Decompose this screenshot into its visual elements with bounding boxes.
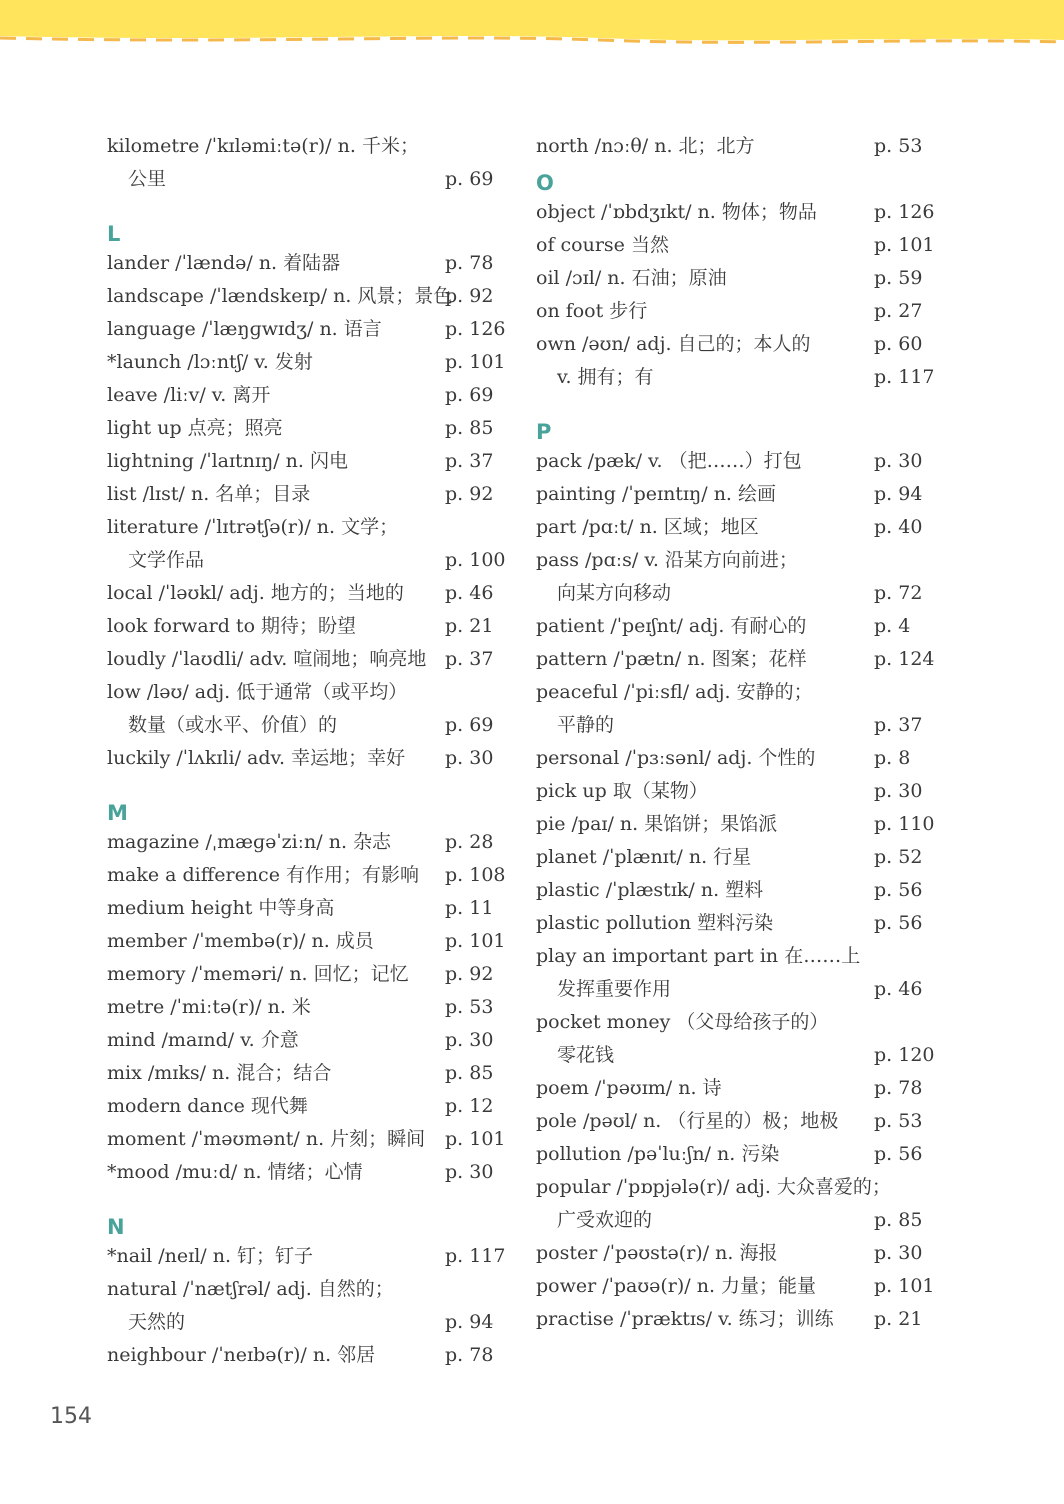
page-number: 154	[50, 1404, 92, 1429]
entry-line	[536, 940, 936, 973]
glossary-entry	[536, 262, 936, 295]
entry-text: patient /ˈpeɪʃnt/ adj. 有耐心的	[536, 615, 807, 637]
entry-text: kilometre /ˈkɪləmiːtə(r)/ n. 千米；	[107, 135, 419, 157]
section-letter: P	[536, 420, 552, 444]
glossary-entry	[536, 1171, 936, 1237]
entry-text: v. 拥有；有	[557, 366, 654, 388]
page-reference: p. 53	[445, 996, 494, 1018]
entry-line	[107, 478, 507, 511]
entry-line	[107, 280, 507, 313]
glossary-entry	[107, 577, 507, 610]
entry-text: north /nɔːθ/ n. 北；北方	[536, 135, 755, 157]
entry-text: pick up 取（某物）	[536, 780, 708, 802]
glossary-entry	[107, 892, 507, 925]
glossary-entry	[107, 445, 507, 478]
entry-line	[536, 742, 936, 775]
entry-line	[536, 511, 936, 544]
page-reference: p. 78	[874, 1077, 923, 1099]
entry-text: magazine /ˌmæɡəˈziːn/ n. 杂志	[107, 831, 392, 853]
page-reference: p. 46	[445, 582, 494, 604]
entry-text: light up 点亮；照亮	[107, 417, 283, 439]
entry-text: moment /ˈməʊmənt/ n. 片刻；瞬间	[107, 1128, 426, 1150]
page-reference: p. 30	[445, 1161, 494, 1183]
glossary-entry	[107, 346, 507, 379]
entry-text: leave /liːv/ v. 离开	[107, 384, 271, 406]
glossary-entry	[536, 295, 936, 328]
page-reference: p. 117	[445, 1245, 506, 1267]
entry-text: object /ˈɒbdʒɪkt/ n. 物体；物品	[536, 201, 817, 223]
entry-line	[536, 775, 936, 808]
entry-text: *mood /muːd/ n. 情绪；心情	[107, 1161, 363, 1183]
entry-text: plastic pollution 塑料污染	[536, 912, 774, 934]
page-reference: p. 100	[445, 549, 506, 571]
entry-text: loudly /ˈlaʊdli/ adv. 喧闹地；响亮地	[107, 648, 427, 670]
glossary-entry	[107, 379, 507, 412]
entry-line	[107, 313, 507, 346]
entry-line	[107, 742, 507, 775]
entry-line	[536, 544, 936, 577]
page-reference: p. 72	[874, 582, 923, 604]
glossary-entry	[107, 742, 507, 775]
page-reference: p. 101	[874, 234, 935, 256]
glossary-entry	[107, 859, 507, 892]
page-reference: p. 28	[445, 831, 494, 853]
glossary-entry	[536, 229, 936, 262]
entry-text: *nail /neɪl/ n. 钉；钉子	[107, 1245, 314, 1267]
entry-text: oil /ɔɪl/ n. 石油；原油	[536, 267, 727, 289]
entry-line	[107, 130, 507, 163]
entry-line	[536, 643, 936, 676]
entry-text: 数量（或水平、价值）的	[128, 714, 338, 736]
entry-text: look forward to 期待；盼望	[107, 615, 357, 637]
entry-continuation-line	[107, 544, 507, 577]
section-letter: N	[107, 1215, 125, 1239]
glossary-entry	[107, 1156, 507, 1189]
entry-line	[536, 907, 936, 940]
page-reference: p. 85	[445, 1062, 494, 1084]
entry-text: neighbour /ˈneɪbə(r)/ n. 邻居	[107, 1344, 376, 1366]
entry-text: list /lɪst/ n. 名单；目录	[107, 483, 311, 505]
page-reference: p. 85	[445, 417, 494, 439]
page-reference: p. 56	[874, 879, 923, 901]
page-reference: p. 94	[874, 483, 923, 505]
entry-text: literature /ˈlɪtrətʃə(r)/ n. 文学；	[107, 516, 399, 538]
entry-text: peaceful /ˈpiːsfl/ adj. 安静的；	[536, 681, 813, 703]
section-gap	[536, 394, 936, 412]
glossary-entry	[107, 925, 507, 958]
entry-text: modern dance 现代舞	[107, 1095, 308, 1117]
entry-line	[536, 841, 936, 874]
page-reference: p. 53	[874, 1110, 923, 1132]
page-reference: p. 69	[445, 714, 494, 736]
glossary-entry	[107, 991, 507, 1024]
entry-text: pack /pæk/ v. （把……）打包	[536, 450, 802, 472]
entry-line	[536, 445, 936, 478]
page-reference: p. 101	[445, 930, 506, 952]
page-reference: p. 69	[445, 168, 494, 190]
entry-line	[107, 1024, 507, 1057]
entry-text: play an important part in 在……上	[536, 945, 861, 967]
glossary-entry	[107, 958, 507, 991]
entry-text: landscape /ˈlændskeɪp/ n. 风景；景色	[107, 285, 453, 307]
entry-line	[107, 247, 507, 280]
entry-line	[107, 925, 507, 958]
section-letter: O	[536, 171, 554, 195]
entry-text: 广受欢迎的	[557, 1209, 653, 1231]
glossary-entry	[536, 196, 936, 229]
page-reference: p. 69	[445, 384, 494, 406]
entry-line	[107, 676, 507, 709]
section-gap	[107, 196, 507, 214]
entry-text: mix /mɪks/ n. 混合；结合	[107, 1062, 332, 1084]
section-letter: M	[107, 801, 128, 825]
section-letter: L	[107, 222, 121, 246]
glossary-entry	[536, 1072, 936, 1105]
page-reference: p. 30	[874, 450, 923, 472]
entry-text: luckily /ˈlʌkɪli/ adv. 幸运地；幸好	[107, 747, 406, 769]
section-gap	[107, 1189, 507, 1207]
glossary-entry	[107, 1090, 507, 1123]
glossary-entry	[107, 1240, 507, 1273]
entry-line	[107, 445, 507, 478]
glossary-entry	[107, 130, 507, 196]
entry-text: pocket money （父母给孩子的）	[536, 1011, 829, 1033]
entry-text: local /ˈləʊkl/ adj. 地方的；当地的	[107, 582, 404, 604]
glossary-entry	[536, 511, 936, 544]
glossary-entry	[107, 280, 507, 313]
page-reference: p. 30	[445, 1029, 494, 1051]
entry-text: poem /ˈpəʊɪm/ n. 诗	[536, 1077, 722, 1099]
glossary-entry	[536, 940, 936, 1006]
glossary-entry	[536, 130, 936, 163]
glossary-entry	[536, 775, 936, 808]
page-reference: p. 37	[445, 648, 494, 670]
entry-text: metre /ˈmiːtə(r)/ n. 米	[107, 996, 311, 1018]
entry-text: 天然的	[128, 1311, 186, 1333]
page-reference: p. 126	[445, 318, 506, 340]
glossary-entry	[107, 676, 507, 742]
entry-text: memory /ˈmeməri/ n. 回忆；记忆	[107, 963, 409, 985]
page-reference: p. 92	[445, 963, 494, 985]
right-column	[536, 130, 936, 1336]
entry-line	[107, 1339, 507, 1372]
entry-text: 零花钱	[557, 1044, 615, 1066]
page-reference: p. 21	[874, 1308, 923, 1330]
glossary-entry	[107, 1123, 507, 1156]
entry-continuation-line	[536, 1204, 936, 1237]
entry-line	[536, 610, 936, 643]
page-reference: p. 37	[874, 714, 923, 736]
entry-line	[536, 1006, 936, 1039]
entry-line	[107, 511, 507, 544]
page-reference: p. 8	[874, 747, 911, 769]
glossary-entry	[536, 643, 936, 676]
entry-continuation-line	[536, 361, 936, 394]
entry-line	[536, 196, 936, 229]
page-reference: p. 56	[874, 1143, 923, 1165]
page-reference: p. 53	[874, 135, 923, 157]
entry-line	[107, 991, 507, 1024]
entry-line	[107, 1240, 507, 1273]
top-decorative-band	[0, 0, 1064, 48]
glossary-entry	[107, 643, 507, 676]
entry-continuation-line	[107, 1306, 507, 1339]
entry-text: power /ˈpaʊə(r)/ n. 力量；能量	[536, 1275, 817, 1297]
glossary-entry	[107, 1057, 507, 1090]
entry-text: poster /ˈpəʊstə(r)/ n. 海报	[536, 1242, 778, 1264]
page-reference: p. 30	[445, 747, 494, 769]
entry-text: 发挥重要作用	[557, 978, 672, 1000]
page-reference: p. 117	[874, 366, 935, 388]
glossary-entry	[107, 1024, 507, 1057]
page-reference: p. 52	[874, 846, 923, 868]
entry-text: lander /ˈlændə/ n. 着陆器	[107, 252, 341, 274]
entry-line	[107, 1156, 507, 1189]
glossary-entry	[536, 1270, 936, 1303]
entry-line	[107, 643, 507, 676]
glossary-entry	[536, 610, 936, 643]
entry-text: 公里	[128, 168, 167, 190]
section-gap	[107, 775, 507, 793]
entry-text: make a difference 有作用；有影响	[107, 864, 419, 886]
entry-text: planet /ˈplænɪt/ n. 行星	[536, 846, 752, 868]
page-reference: p. 21	[445, 615, 494, 637]
entry-line	[536, 676, 936, 709]
page-reference: p. 101	[445, 1128, 506, 1150]
entry-line	[107, 412, 507, 445]
entry-text: plastic /ˈplæstɪk/ n. 塑料	[536, 879, 764, 901]
glossary-entry	[536, 544, 936, 610]
page-reference: p. 126	[874, 201, 935, 223]
entry-text: pattern /ˈpætn/ n. 图案；花样	[536, 648, 807, 670]
page-reference: p. 94	[445, 1311, 494, 1333]
page-reference: p. 12	[445, 1095, 494, 1117]
entry-line	[107, 379, 507, 412]
glossary-entry	[107, 478, 507, 511]
entry-text: personal /ˈpɜːsənl/ adj. 个性的	[536, 747, 816, 769]
glossary-entry	[536, 742, 936, 775]
glossary-entry	[536, 1237, 936, 1270]
entry-text: on foot 步行	[536, 300, 648, 322]
entry-text: member /ˈmembə(r)/ n. 成员	[107, 930, 374, 952]
page-reference: p. 78	[445, 252, 494, 274]
page-reference: p. 56	[874, 912, 923, 934]
page-reference: p. 46	[874, 978, 923, 1000]
page-reference: p. 108	[445, 864, 506, 886]
yellow-band	[0, 0, 1064, 40]
entry-line	[536, 1138, 936, 1171]
entry-line	[536, 1237, 936, 1270]
entry-line	[536, 1072, 936, 1105]
page-reference: p. 40	[874, 516, 923, 538]
page-reference: p. 4	[874, 615, 911, 637]
glossary-entry	[536, 328, 936, 394]
entry-line	[536, 328, 936, 361]
entry-text: pie /paɪ/ n. 果馅饼；果馅派	[536, 813, 778, 835]
entry-line	[536, 1171, 936, 1204]
entry-continuation-line	[536, 709, 936, 742]
entry-line	[107, 1090, 507, 1123]
glossary-entry	[107, 412, 507, 445]
glossary-entry	[107, 1273, 507, 1339]
entry-text: popular /ˈpɒpjələ(r)/ adj. 大众喜爱的；	[536, 1176, 891, 1198]
entry-line	[107, 859, 507, 892]
entry-line	[107, 346, 507, 379]
entry-line	[107, 1273, 507, 1306]
glossary-entry	[107, 247, 507, 280]
entry-continuation-line	[107, 163, 507, 196]
glossary-entry	[536, 841, 936, 874]
glossary-entry	[107, 610, 507, 643]
entry-line	[107, 958, 507, 991]
entry-line	[107, 1057, 507, 1090]
entry-text: *launch /lɔːntʃ/ v. 发射	[107, 351, 313, 373]
entry-text: low /ləʊ/ adj. 低于通常（或平均）	[107, 681, 408, 703]
glossary-entry	[107, 1339, 507, 1372]
glossary-entry	[536, 1006, 936, 1072]
entry-text: pole /pəʊl/ n. （行星的）极；地极	[536, 1110, 839, 1132]
page-reference: p. 101	[445, 351, 506, 373]
entry-text: practise /ˈpræktɪs/ v. 练习；训练	[536, 1308, 834, 1330]
entry-line	[536, 1303, 936, 1336]
entry-text: language /ˈlæŋɡwɪdʒ/ n. 语言	[107, 318, 382, 340]
page-reference: p. 37	[445, 450, 494, 472]
entry-text: 向某方向移动	[557, 582, 672, 604]
glossary-entry	[107, 313, 507, 346]
entry-text: lightning /ˈlaɪtnɪŋ/ n. 闪电	[107, 450, 348, 472]
entry-text: part /pɑːt/ n. 区域；地区	[536, 516, 759, 538]
entry-text: of course 当然	[536, 234, 669, 256]
page-reference: p. 124	[874, 648, 935, 670]
glossary-entry	[536, 874, 936, 907]
page-reference: p. 120	[874, 1044, 935, 1066]
entry-line	[536, 130, 936, 163]
entry-text: pass /pɑːs/ v. 沿某方向前进；	[536, 549, 798, 571]
entry-line	[536, 229, 936, 262]
entry-text: 文学作品	[128, 549, 205, 571]
page-reference: p. 78	[445, 1344, 494, 1366]
entry-line	[536, 295, 936, 328]
glossary-entry	[536, 676, 936, 742]
page-reference: p. 60	[874, 333, 923, 355]
entry-line	[107, 610, 507, 643]
glossary-entry	[536, 478, 936, 511]
entry-text: own /əʊn/ adj. 自己的；本人的	[536, 333, 811, 355]
entry-text: painting /ˈpeɪntɪŋ/ n. 绘画	[536, 483, 777, 505]
page-reference: p. 101	[874, 1275, 935, 1297]
page-reference: p. 11	[445, 897, 494, 919]
glossary-entry	[536, 907, 936, 940]
entry-line	[536, 808, 936, 841]
glossary-entry	[107, 826, 507, 859]
glossary-entry	[536, 1105, 936, 1138]
entry-line	[536, 1105, 936, 1138]
page-reference: p. 30	[874, 1242, 923, 1264]
entry-continuation-line	[536, 1039, 936, 1072]
entry-continuation-line	[107, 709, 507, 742]
entry-line	[536, 874, 936, 907]
page-reference: p. 59	[874, 267, 923, 289]
page-reference: p. 92	[445, 483, 494, 505]
entry-text: 平静的	[557, 714, 615, 736]
entry-text: medium height 中等身高	[107, 897, 335, 919]
entry-line	[107, 892, 507, 925]
glossary-entry	[536, 808, 936, 841]
page-reference: p. 27	[874, 300, 923, 322]
entry-continuation-line	[536, 973, 936, 1006]
entry-text: natural /ˈnætʃrəl/ adj. 自然的；	[107, 1278, 394, 1300]
page-reference: p. 92	[445, 285, 494, 307]
entry-text: pollution /pəˈluːʃn/ n. 污染	[536, 1143, 780, 1165]
entry-line	[107, 1123, 507, 1156]
left-column	[107, 130, 507, 1372]
page-reference: p. 110	[874, 813, 935, 835]
entry-line	[536, 1270, 936, 1303]
entry-line	[536, 262, 936, 295]
entry-line	[536, 478, 936, 511]
entry-line	[107, 826, 507, 859]
page-reference: p. 85	[874, 1209, 923, 1231]
glossary-entry	[536, 445, 936, 478]
glossary-entry	[536, 1303, 936, 1336]
entry-line	[107, 577, 507, 610]
page-reference: p. 30	[874, 780, 923, 802]
entry-text: mind /maɪnd/ v. 介意	[107, 1029, 299, 1051]
glossary-entry	[107, 511, 507, 577]
glossary-entry	[536, 1138, 936, 1171]
entry-continuation-line	[536, 577, 936, 610]
